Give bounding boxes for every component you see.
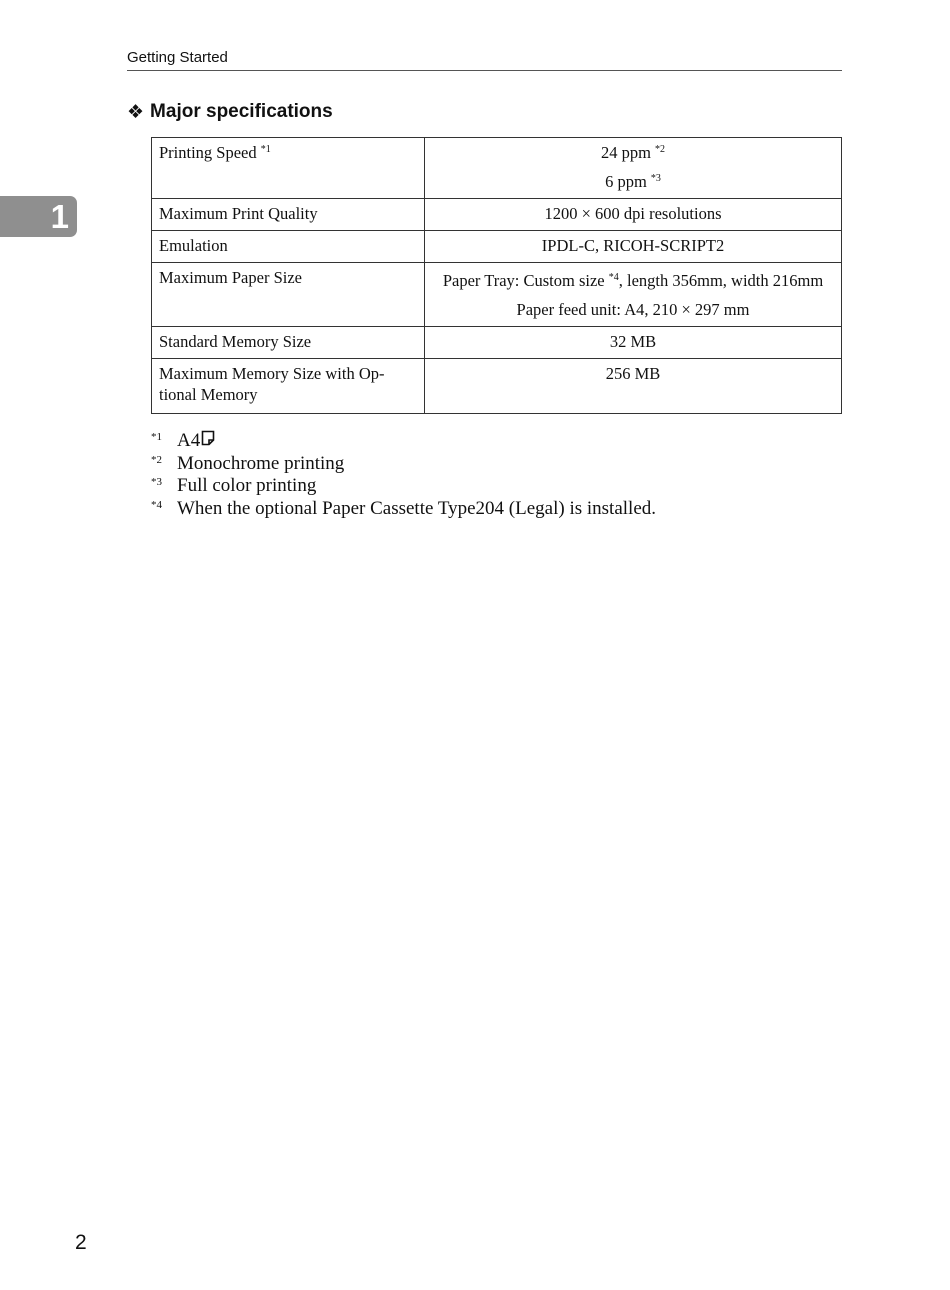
spec-label: Standard Memory Size bbox=[152, 327, 425, 359]
diamond-bullet-icon: ❖ bbox=[127, 101, 145, 123]
footnote-item bbox=[151, 430, 851, 454]
footnote-text: Full color printing bbox=[177, 475, 317, 496]
table-row bbox=[152, 327, 842, 359]
page-header bbox=[127, 48, 842, 71]
footnote-item bbox=[151, 476, 851, 499]
header-title: Getting Started bbox=[127, 49, 228, 66]
specifications-table bbox=[151, 137, 842, 414]
paper-orientation-icon bbox=[201, 430, 215, 446]
footnote-mark: *4 bbox=[151, 498, 162, 511]
footnote-item bbox=[151, 499, 851, 522]
footnote-mark: *3 bbox=[151, 476, 162, 488]
footnote-ref: *2 bbox=[655, 144, 666, 155]
spec-label: Printing Speed $^{*1}$ bbox=[152, 138, 425, 199]
spec-value: IPDL-C, RICOH-SCRIPT2 bbox=[425, 231, 842, 263]
footnote-ref: *3 bbox=[650, 173, 661, 184]
spec-value: Paper Tray: Custom size $^{*4}$, length 356mm, width 216mm Paper feed unit: A4, 210 × 297 mm bbox=[425, 263, 842, 327]
footnote-item bbox=[151, 454, 851, 477]
footnote-text: Monochrome printing bbox=[177, 452, 345, 474]
table-row bbox=[152, 263, 842, 327]
spec-value: 32 MB bbox=[425, 327, 842, 359]
section-heading bbox=[127, 98, 333, 126]
footnote-mark: *1 bbox=[151, 431, 162, 443]
footnote-text: When the optional Paper Cassette Type204 (Legal) is installed. bbox=[177, 497, 656, 519]
spec-label: Maximum Memory Size with Op-tional Memory bbox=[152, 359, 425, 414]
section-title: Major specifications bbox=[150, 101, 333, 122]
spec-label: Maximum Paper Size bbox=[152, 263, 425, 327]
page-number: 2 bbox=[75, 1231, 87, 1254]
footnotes bbox=[151, 430, 851, 521]
footnote-ref: *1 bbox=[260, 144, 271, 155]
chapter-number: 1 bbox=[50, 198, 69, 235]
footnote-mark: *2 bbox=[151, 453, 162, 466]
spec-value: 24 ppm $^{*2}$ 6 ppm $^{*3}$ bbox=[425, 138, 842, 199]
spec-value: 256 MB bbox=[425, 359, 842, 414]
chapter-tab bbox=[0, 196, 77, 237]
table-row bbox=[152, 199, 842, 231]
spec-label: Maximum Print Quality bbox=[152, 199, 425, 231]
footnote-text: A4 bbox=[177, 430, 201, 451]
spec-value: 1200 × 600 dpi resolutions bbox=[425, 199, 842, 231]
table-row bbox=[152, 138, 842, 199]
footnote-ref: *4 bbox=[608, 272, 619, 283]
table-row bbox=[152, 359, 842, 414]
spec-label: Emulation bbox=[152, 231, 425, 263]
table-row bbox=[152, 231, 842, 263]
